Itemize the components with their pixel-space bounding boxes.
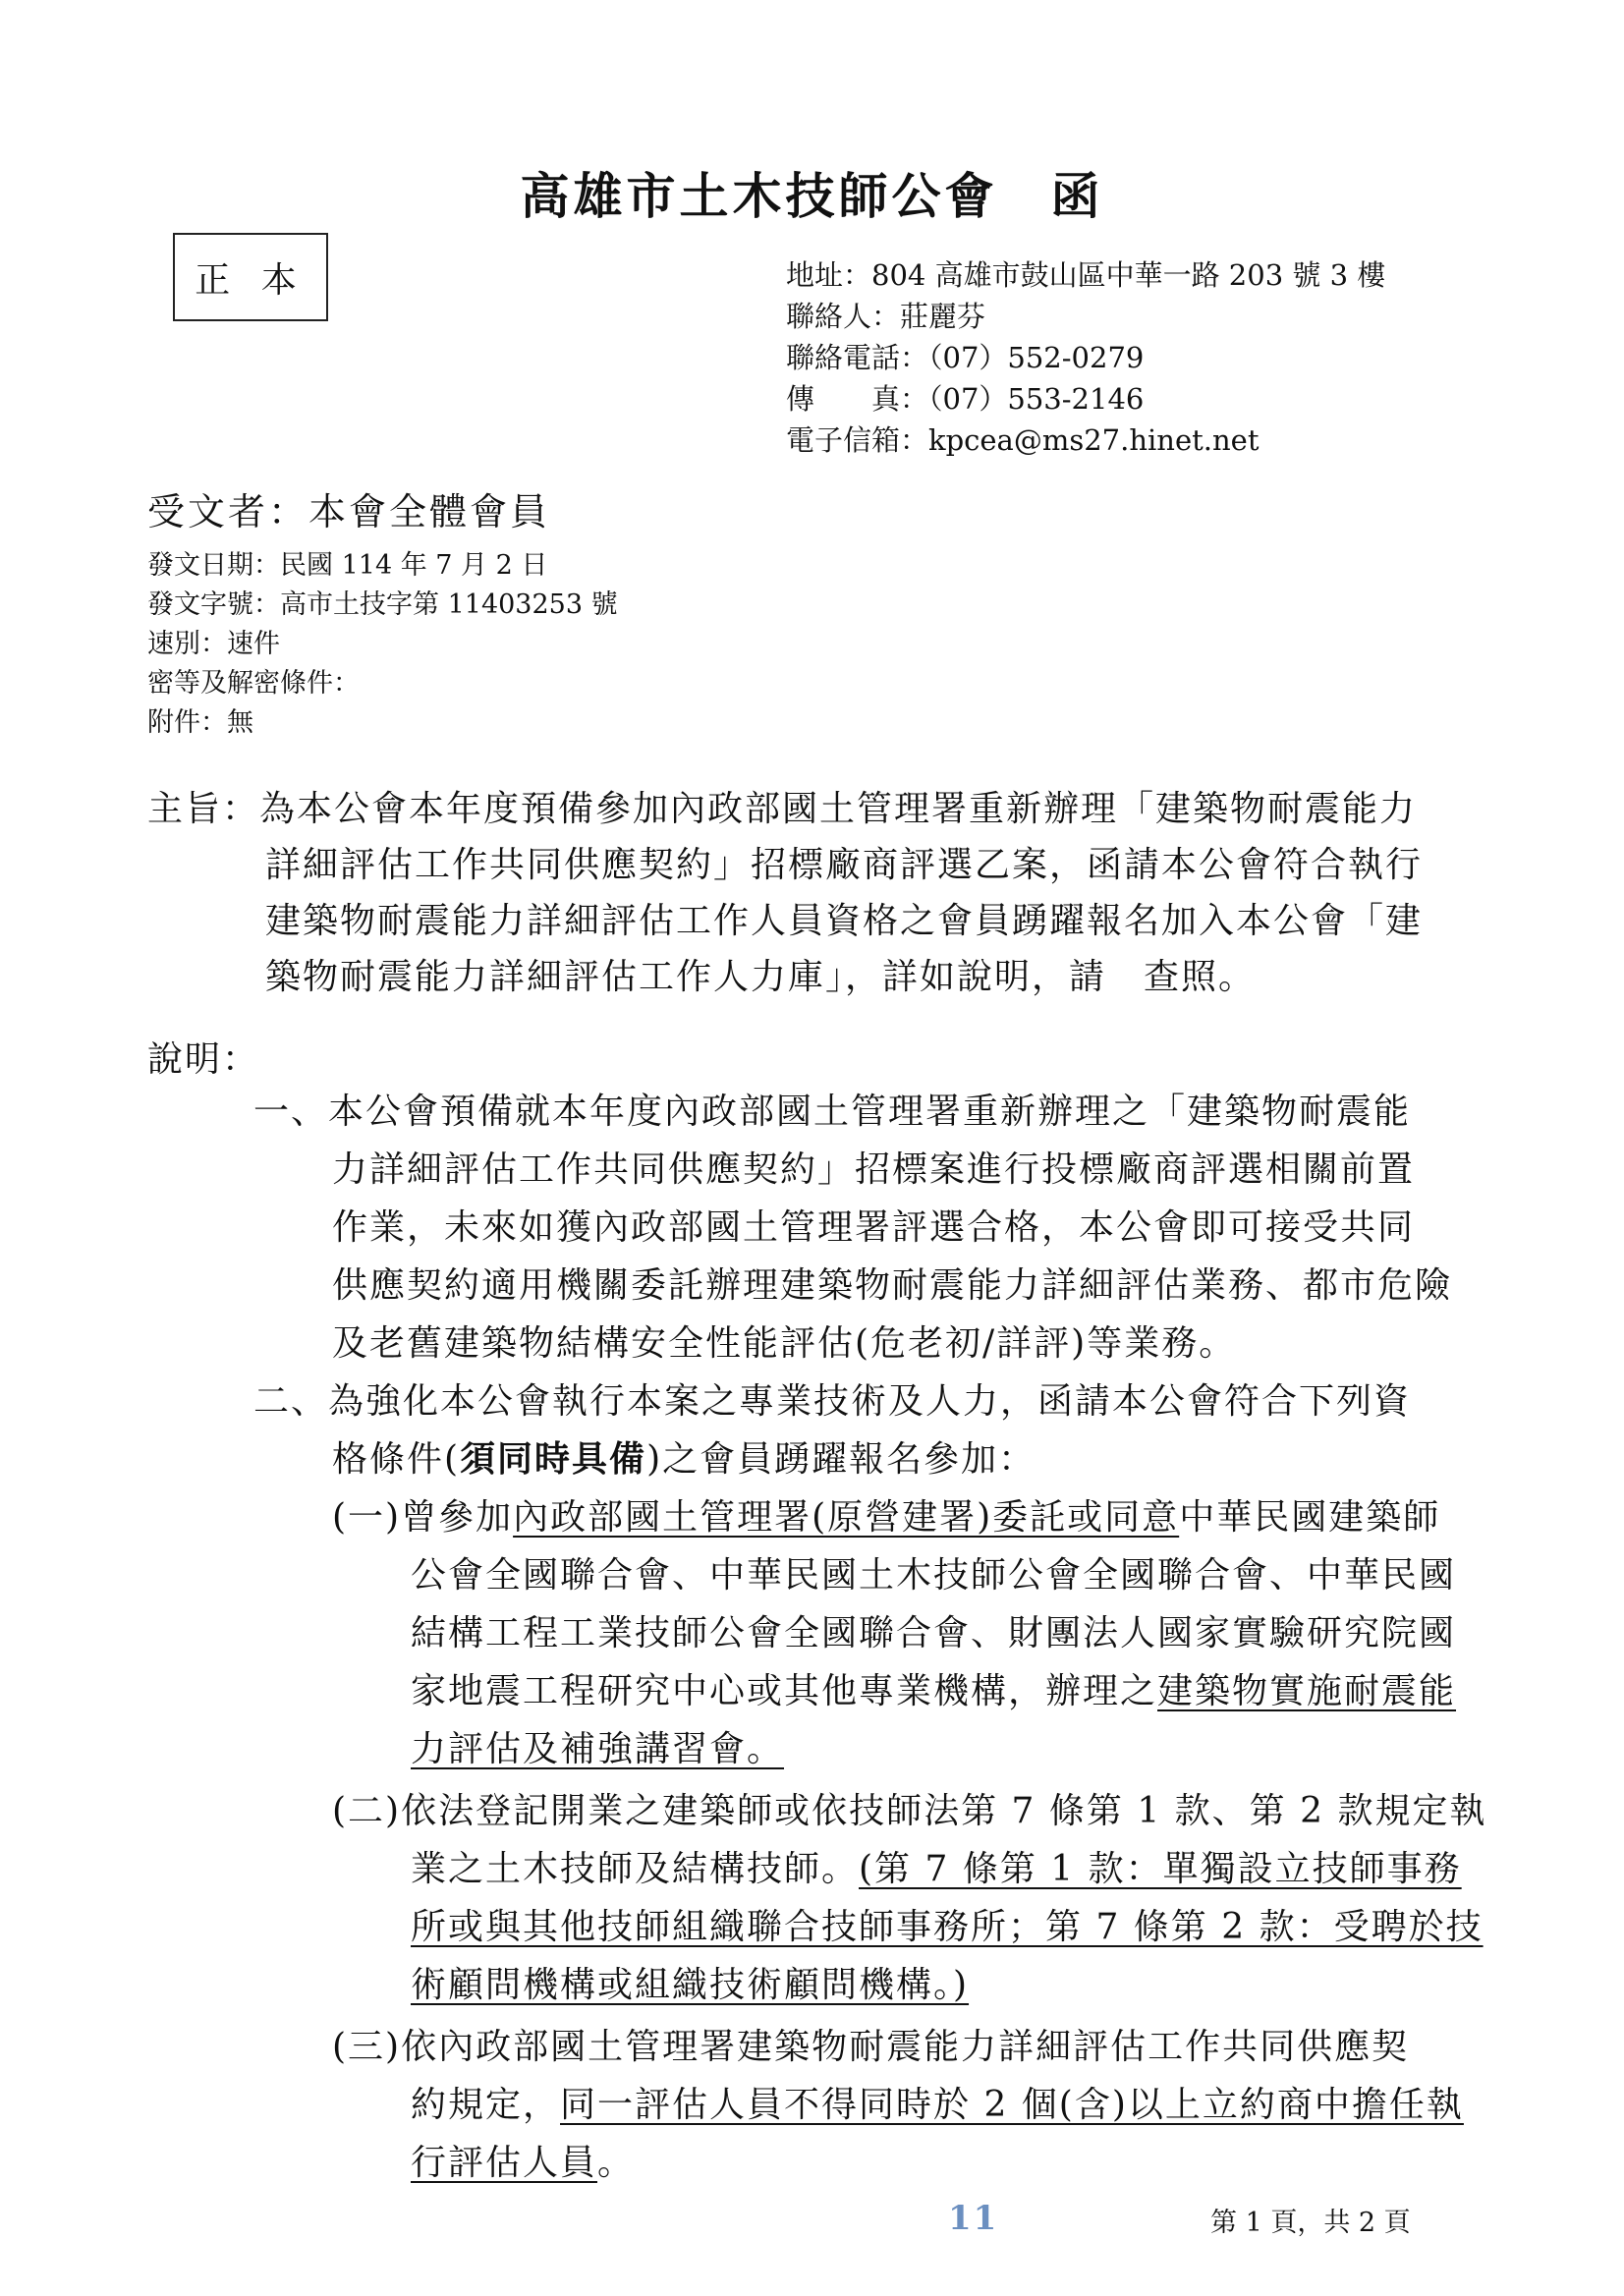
subject-line-1: 主旨：為本公會本年度預備參加內政部國土管理署重新辦理「建築物耐震能力 bbox=[147, 789, 1418, 829]
attachment: 附件：無 bbox=[147, 707, 253, 738]
item-2-text-end: )之會員踴躍報名參加： bbox=[646, 1439, 1036, 1480]
contact-person: 聯絡人：莊麗芬 bbox=[786, 300, 986, 333]
sub-3-line-2 bbox=[411, 2077, 1464, 2127]
item-1-line-1: 一、本公會預備就本年度內政部國土管理署重新辦理之「建築物耐震能 bbox=[253, 1092, 1412, 1132]
subject-line-2: 詳細評估工作共同供應契約」招標廠商評選乙案，函請本公會符合執行 bbox=[265, 845, 1424, 885]
sub-2-line-2 bbox=[411, 1841, 1462, 1891]
issue-date: 發文日期：民國 114 年 7 月 2 日 bbox=[147, 550, 548, 581]
document-title: 高雄市土木技師公會 函 bbox=[520, 167, 1104, 225]
document-number: 發文字號：高市土技字第 11403253 號 bbox=[147, 589, 618, 620]
sub-3-line-3-underlined: 行評估人員 bbox=[411, 2143, 598, 2183]
item-2-line-1: 二、為強化本公會執行本案之專業技術及人力，函請本公會符合下列資 bbox=[253, 1381, 1412, 1422]
stamp-label: 正 本 bbox=[195, 259, 307, 301]
contact-fax: 傳 真：（07）553-2146 bbox=[786, 382, 1145, 416]
sub-2-line-2-underlined: (第 7 條第 1 款：單獨設立技師事務 bbox=[859, 1849, 1462, 1889]
item-1-line-5: 及老舊建築物結構安全性能評估(危老初/詳評)等業務。 bbox=[332, 1323, 1237, 1364]
sub-1-text: (一)曾參加 bbox=[332, 1497, 514, 1538]
sub-2-line-1: (二)依法登記開業之建築師或依技師法第 7 條第 1 款、第 2 款規定執 bbox=[332, 1791, 1487, 1831]
sub-3-line-1: (三)依內政部國土管理署建築物耐震能力詳細評估工作共同供應契 bbox=[332, 2027, 1410, 2067]
contact-email: 電子信箱：kpcea@ms27.hinet.net bbox=[786, 423, 1260, 457]
explanation-label: 說明： bbox=[147, 1039, 260, 1080]
item-1-line-2: 力詳細評估工作共同供應契約」招標案進行投標廠商評選相關前置 bbox=[332, 1149, 1416, 1190]
confidentiality: 密等及解密條件： bbox=[147, 668, 360, 699]
sub-1-line-3: 結構工程工業技師公會全國聯合會、財團法人國家實驗研究院國 bbox=[411, 1613, 1457, 1653]
item-2-line-2 bbox=[332, 1431, 1036, 1482]
sub-1-line-4-text: 家地震工程研究中心或其他專業機構，辦理之 bbox=[411, 1671, 1158, 1711]
sub-3-line-3-end: 。 bbox=[597, 2143, 636, 2183]
subject-line-3: 建築物耐震能力詳細評估工作人員資格之會員踴躍報名加入本公會「建 bbox=[265, 901, 1424, 941]
page-number: 第 1 頁，共 2 頁 bbox=[1210, 2208, 1411, 2238]
sub-2-line-3: 所或與其他技師組織聯合技師事務所；第 7 條第 2 款：受聘於技 bbox=[411, 1907, 1484, 1947]
sub-1-line-2: 公會全國聯合會、中華民國土木技師公會全國聯合會、中華民國 bbox=[411, 1555, 1457, 1596]
subject-line-4: 築物耐震能力詳細評估工作人力庫」，詳如說明，請 查照。 bbox=[265, 957, 1257, 997]
sub-1-line-4 bbox=[411, 1663, 1456, 1713]
original-copy-stamp bbox=[173, 233, 328, 321]
urgency: 速別：速件 bbox=[147, 629, 280, 659]
page-mark: 11 bbox=[948, 2199, 999, 2238]
contact-phone: 聯絡電話：（07）552-0279 bbox=[786, 341, 1145, 374]
item-1-line-4: 供應契約適用機關委託辦理建築物耐震能力詳細評估業務、都市危險 bbox=[332, 1265, 1453, 1306]
contact-address: 地址：804 高雄市鼓山區中華一路 203 號 3 樓 bbox=[786, 258, 1386, 292]
sub-3-line-2-text: 約規定， bbox=[411, 2085, 561, 2125]
sub-1-line-4-underlined: 建築物實施耐震能 bbox=[1157, 1671, 1457, 1711]
item-2-text: 格條件( bbox=[332, 1439, 461, 1480]
sub-1-underlined: 內政部國土管理署(原營建署)委託或同意 bbox=[513, 1497, 1180, 1538]
sub-3-line-3 bbox=[411, 2135, 635, 2185]
recipient: 受文者：本會全體會員 bbox=[147, 490, 551, 533]
item-2-emphasis: 須同時具備 bbox=[460, 1438, 647, 1480]
sub-1-text-end: 中華民國建築師 bbox=[1179, 1497, 1441, 1538]
sub-1-line-1 bbox=[332, 1489, 1440, 1540]
sub-1-line-5: 力評估及補強講習會。 bbox=[411, 1729, 785, 1769]
sub-2-line-2-text: 業之土木技師及結構技師。 bbox=[411, 1849, 860, 1889]
sub-2-line-4: 術顧問機構或組織技術顧問機構。) bbox=[411, 1965, 970, 2005]
sub-3-line-2-underlined: 同一評估人員不得同時於 2 個(含)以上立約商中擔任執 bbox=[560, 2085, 1464, 2125]
item-1-line-3: 作業，未來如獲內政部國土管理署評選合格，本公會即可接受共同 bbox=[332, 1207, 1416, 1248]
